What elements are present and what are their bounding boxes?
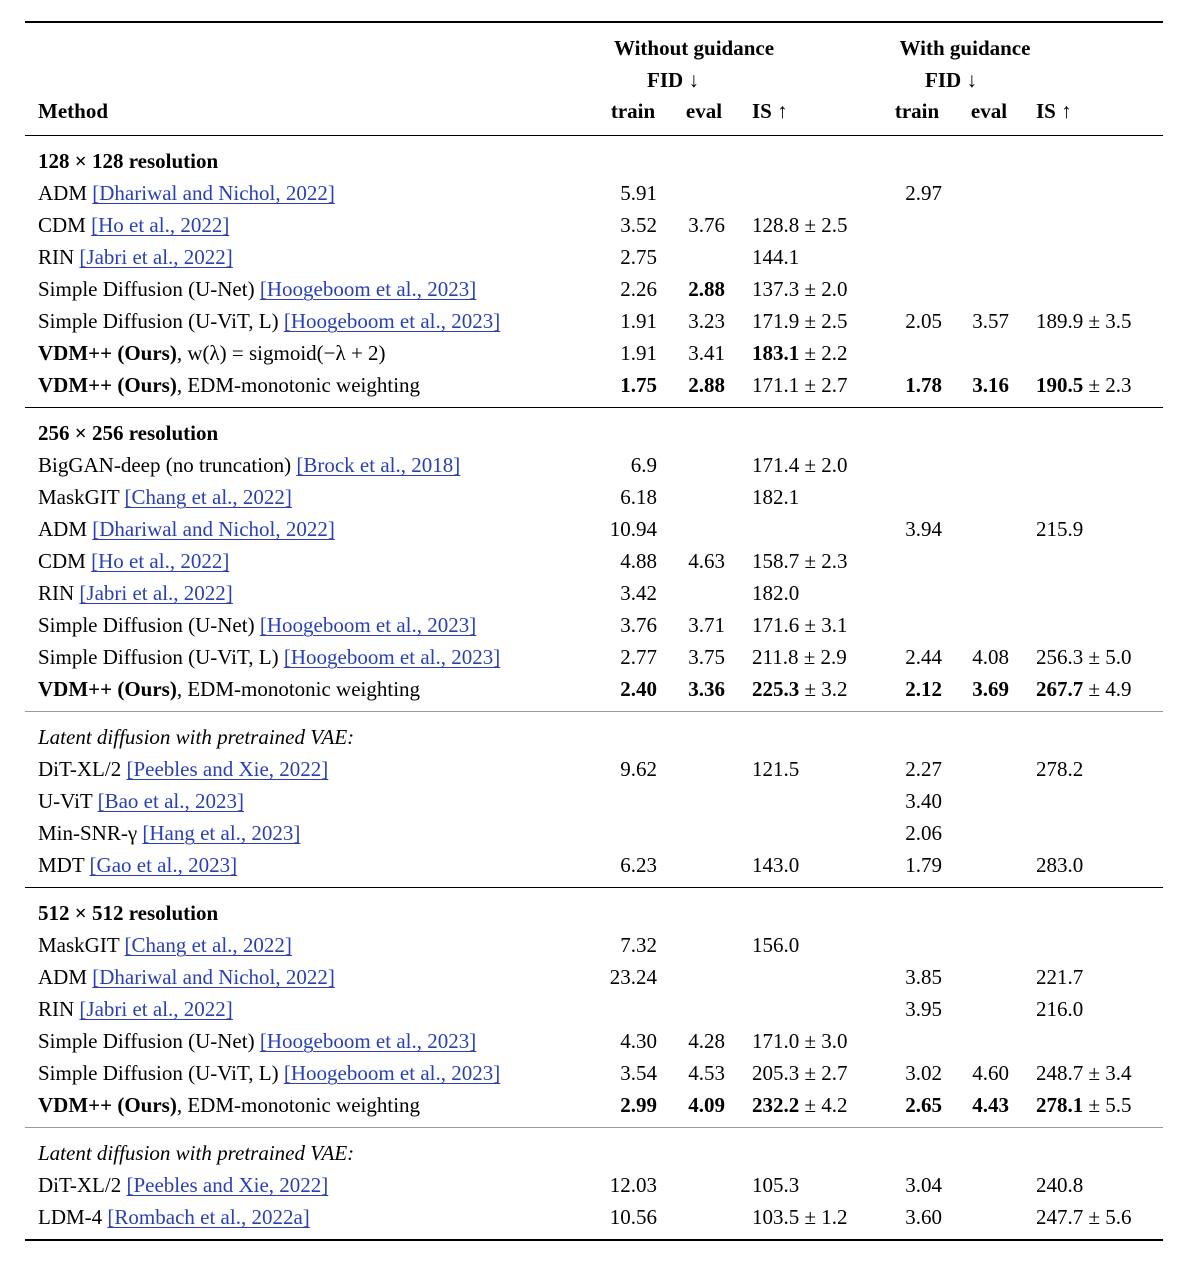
is-mean: 171.1 xyxy=(752,373,800,397)
citation-link[interactable]: [Jabri et al., 2022] xyxy=(79,997,233,1021)
method-name: DiT-XL/2 xyxy=(38,757,122,781)
is-label: IS xyxy=(1036,99,1056,123)
citation-link[interactable]: [Gao et al., 2023] xyxy=(89,853,238,877)
method-name: RIN xyxy=(38,581,75,605)
method-cell xyxy=(38,545,229,577)
method-cell xyxy=(38,513,335,545)
is-std: ± 3.2 xyxy=(804,677,848,701)
wo-eval-value: 3.41 xyxy=(688,341,725,365)
w-is-value xyxy=(1036,1089,1132,1121)
is-std: ± 2.0 xyxy=(804,453,848,477)
method-name: ADM xyxy=(38,517,88,541)
is-std: ± 3.1 xyxy=(804,613,848,637)
citation-link[interactable]: [Peebles and Xie, 2022] xyxy=(126,757,329,781)
is-std: ± 1.2 xyxy=(804,1205,848,1229)
table-row xyxy=(0,673,1194,705)
method-cell xyxy=(38,849,237,881)
method-bold-name: VDM++ (Ours) xyxy=(38,341,177,365)
wo-eval-value: 4.63 xyxy=(688,549,725,573)
wo-is-value xyxy=(752,209,848,241)
wo-eval-value: 4.09 xyxy=(688,1093,725,1117)
table-row xyxy=(0,961,1194,993)
w-is-value xyxy=(1036,753,1083,785)
section-rule xyxy=(25,407,1163,408)
table-row xyxy=(0,369,1194,401)
wo-is-value xyxy=(752,273,848,305)
table-row xyxy=(0,273,1194,305)
header-fid-with xyxy=(925,68,977,93)
fid-label: FID xyxy=(647,68,684,92)
table-row xyxy=(0,753,1194,785)
header-method: Method xyxy=(38,99,108,123)
w-train-value: 2.05 xyxy=(905,309,942,333)
wo-eval-value: 4.53 xyxy=(688,1061,725,1085)
method-name: Simple Diffusion (U-Net) xyxy=(38,1029,255,1053)
wo-is-value xyxy=(752,481,799,513)
header-train-with: train xyxy=(894,99,940,123)
method-cell xyxy=(38,209,229,241)
wo-is-value xyxy=(752,1057,848,1089)
method-cell xyxy=(38,177,335,209)
is-std: ± 2.2 xyxy=(804,341,848,365)
wo-train-value: 6.18 xyxy=(620,485,657,509)
wo-eval-value: 3.71 xyxy=(688,613,725,637)
is-mean: 247.7 xyxy=(1036,1205,1084,1229)
method-name: BigGAN-deep (no truncation) xyxy=(38,453,292,477)
wo-is-value xyxy=(752,849,799,881)
is-mean: 278.2 xyxy=(1036,757,1084,781)
w-is-value xyxy=(1036,849,1083,881)
wo-eval-value: 3.76 xyxy=(688,213,725,237)
method-bold-name: VDM++ (Ours) xyxy=(38,373,177,397)
wo-is-value xyxy=(752,577,799,609)
w-is-value xyxy=(1036,1057,1132,1089)
wo-is-value xyxy=(752,1089,848,1121)
table-row xyxy=(0,849,1194,881)
is-std: ± 5.6 xyxy=(1088,1205,1132,1229)
wo-eval-value: 3.23 xyxy=(688,309,725,333)
is-mean: 171.4 xyxy=(752,453,800,477)
method-name: Simple Diffusion (U-ViT, L) xyxy=(38,309,279,333)
section-title: 128 × 128 resolution xyxy=(38,149,219,173)
w-train-value: 3.95 xyxy=(905,997,942,1021)
is-mean: 156.0 xyxy=(752,933,800,957)
table-row xyxy=(0,209,1194,241)
header-train-without: train xyxy=(610,99,656,123)
citation-link[interactable]: [Ho et al., 2022] xyxy=(91,213,230,237)
wo-train-value: 3.76 xyxy=(620,613,657,637)
is-mean: 256.3 xyxy=(1036,645,1084,669)
is-mean: 216.0 xyxy=(1036,997,1084,1021)
fid-label: FID xyxy=(925,68,962,92)
w-is-value xyxy=(1036,961,1083,993)
citation-link[interactable]: [Jabri et al., 2022] xyxy=(79,245,233,269)
is-mean: 137.3 xyxy=(752,277,800,301)
method-cell xyxy=(38,753,328,785)
w-eval-value: 3.16 xyxy=(972,373,1009,397)
wo-train-value: 3.42 xyxy=(620,581,657,605)
method-cell xyxy=(38,961,335,993)
method-cell xyxy=(38,929,292,961)
citation-link[interactable]: [Brock et al., 2018] xyxy=(296,453,461,477)
is-std: ± 3.5 xyxy=(1088,309,1132,333)
method-name: , w(λ) = sigmoid(−λ + 2) xyxy=(176,341,386,365)
is-mean: 143.0 xyxy=(752,853,800,877)
subsection-heading xyxy=(0,721,1194,753)
method-name: RIN xyxy=(38,245,75,269)
section-rule xyxy=(25,887,1163,888)
section-title: 512 × 512 resolution xyxy=(38,901,219,925)
subsection-rule xyxy=(25,1127,1163,1128)
citation-link[interactable]: [Ho et al., 2022] xyxy=(91,549,230,573)
table-row xyxy=(0,1201,1194,1233)
subsection-rule xyxy=(25,711,1163,712)
citation-link[interactable]: [Hoogeboom et al., 2023] xyxy=(283,1061,501,1085)
table-row xyxy=(0,577,1194,609)
w-train-value: 1.78 xyxy=(905,373,942,397)
table-row xyxy=(0,1169,1194,1201)
table-row xyxy=(0,609,1194,641)
table-row xyxy=(0,337,1194,369)
section-title: 256 × 256 resolution xyxy=(38,421,219,445)
up-arrow-icon: ↑ xyxy=(777,99,788,123)
w-eval-value: 3.57 xyxy=(972,309,1009,333)
wo-train-value: 12.03 xyxy=(609,1173,657,1197)
w-train-value: 3.60 xyxy=(905,1205,942,1229)
citation-link[interactable]: [Chang et al., 2022] xyxy=(124,485,292,509)
citation-link[interactable]: [Hoogeboom et al., 2023] xyxy=(283,645,501,669)
is-mean: 121.5 xyxy=(752,757,800,781)
is-std: ± 2.0 xyxy=(804,277,848,301)
is-mean: 278.1 xyxy=(1036,1093,1084,1117)
wo-is-value xyxy=(752,305,848,337)
wo-train-value: 4.30 xyxy=(620,1029,657,1053)
method-name: DiT-XL/2 xyxy=(38,1173,122,1197)
wo-is-value xyxy=(752,1169,799,1201)
is-std: ± 5.0 xyxy=(1088,645,1132,669)
method-name: Simple Diffusion (U-ViT, L) xyxy=(38,1061,279,1085)
is-mean: 240.8 xyxy=(1036,1173,1084,1197)
method-name: Simple Diffusion (U-Net) xyxy=(38,613,255,637)
method-cell xyxy=(38,337,386,369)
citation-link[interactable]: [Hoogeboom et al., 2023] xyxy=(259,613,477,637)
w-is-value xyxy=(1036,513,1083,545)
table-row xyxy=(0,241,1194,273)
wo-train-value: 2.77 xyxy=(620,645,657,669)
wo-train-value: 1.91 xyxy=(620,309,657,333)
w-train-value: 1.79 xyxy=(905,853,942,877)
is-std: ± 4.2 xyxy=(804,1093,848,1117)
header-without-guidance: Without guidance xyxy=(613,36,775,60)
table-row xyxy=(0,177,1194,209)
w-train-value: 3.02 xyxy=(905,1061,942,1085)
down-arrow-icon: ↓ xyxy=(966,68,977,92)
citation-link[interactable]: [Hoogeboom et al., 2023] xyxy=(259,1029,477,1053)
method-cell xyxy=(38,1169,328,1201)
w-is-value xyxy=(1036,641,1132,673)
w-is-value xyxy=(1036,1201,1132,1233)
method-name: U-ViT xyxy=(38,789,93,813)
wo-is-value xyxy=(752,369,848,401)
table-row xyxy=(0,641,1194,673)
is-mean: 171.9 xyxy=(752,309,800,333)
table-row xyxy=(0,1057,1194,1089)
wo-is-value xyxy=(752,673,848,705)
method-name: , EDM-monotonic weighting xyxy=(176,677,421,701)
table-row xyxy=(0,993,1194,1025)
wo-train-value: 5.91 xyxy=(620,181,657,205)
citation-link[interactable]: [Dhariwal and Nichol, 2022] xyxy=(92,181,335,205)
wo-train-value: 2.40 xyxy=(620,677,657,701)
header-rule xyxy=(25,135,1163,136)
citation-link[interactable]: [Jabri et al., 2022] xyxy=(79,581,233,605)
subsection-title: Latent diffusion with pretrained VAE: xyxy=(38,1141,355,1165)
is-mean: 232.2 xyxy=(752,1093,800,1117)
is-mean: 158.7 xyxy=(752,549,800,573)
is-mean: 189.9 xyxy=(1036,309,1084,333)
w-train-value: 2.12 xyxy=(905,677,942,701)
method-name: CDM xyxy=(38,213,86,237)
subsection-heading xyxy=(0,1137,1194,1169)
citation-link[interactable]: [Dhariwal and Nichol, 2022] xyxy=(92,965,335,989)
is-mean: 267.7 xyxy=(1036,677,1084,701)
is-mean: 182.1 xyxy=(752,485,800,509)
method-cell xyxy=(38,273,476,305)
down-arrow-icon: ↓ xyxy=(688,68,699,92)
is-std: ± 2.7 xyxy=(804,1061,848,1085)
table-row xyxy=(0,513,1194,545)
is-std: ± 4.9 xyxy=(1088,677,1132,701)
wo-is-value xyxy=(752,1025,848,1057)
wo-eval-value: 3.36 xyxy=(688,677,725,701)
w-train-value: 3.40 xyxy=(905,789,942,813)
table-row xyxy=(0,785,1194,817)
wo-train-value: 7.32 xyxy=(620,933,657,957)
method-cell xyxy=(38,241,233,273)
w-is-value xyxy=(1036,673,1132,705)
method-cell xyxy=(38,673,420,705)
w-train-value: 3.04 xyxy=(905,1173,942,1197)
table-row xyxy=(0,929,1194,961)
method-name: RIN xyxy=(38,997,75,1021)
top-rule xyxy=(25,21,1163,23)
method-name: LDM-4 xyxy=(38,1205,103,1229)
is-std: ± 2.7 xyxy=(804,373,848,397)
is-mean: 182.0 xyxy=(752,581,800,605)
header-fid-without xyxy=(647,68,699,93)
wo-is-value xyxy=(752,641,847,673)
wo-train-value: 1.75 xyxy=(620,373,657,397)
method-cell xyxy=(38,1089,420,1121)
wo-train-value: 9.62 xyxy=(620,757,657,781)
wo-train-value: 10.94 xyxy=(609,517,657,541)
wo-train-value: 2.75 xyxy=(620,245,657,269)
citation-link[interactable]: [Chang et al., 2022] xyxy=(124,933,292,957)
method-name: , EDM-monotonic weighting xyxy=(176,373,421,397)
method-cell xyxy=(38,449,460,481)
is-std: ± 2.9 xyxy=(803,645,847,669)
method-name: MaskGIT xyxy=(38,933,120,957)
wo-is-value xyxy=(752,241,799,273)
method-cell xyxy=(38,785,244,817)
wo-is-value xyxy=(752,753,799,785)
w-train-value: 2.27 xyxy=(905,757,942,781)
is-std: ± 3.0 xyxy=(804,1029,848,1053)
w-train-value: 2.65 xyxy=(905,1093,942,1117)
is-mean: 248.7 xyxy=(1036,1061,1084,1085)
method-cell xyxy=(38,1201,310,1233)
w-eval-value: 4.60 xyxy=(972,1061,1009,1085)
method-cell xyxy=(38,609,476,641)
wo-eval-value: 2.88 xyxy=(688,373,725,397)
is-mean: 144.1 xyxy=(752,245,800,269)
method-cell xyxy=(38,577,233,609)
section-heading xyxy=(0,897,1194,929)
citation-link[interactable]: [Hoogeboom et al., 2023] xyxy=(283,309,501,333)
w-train-value: 3.94 xyxy=(905,517,942,541)
header-with-guidance: With guidance xyxy=(899,36,1031,60)
method-cell xyxy=(38,1057,500,1089)
wo-is-value xyxy=(752,609,848,641)
is-std: ± 2.5 xyxy=(804,213,848,237)
table-row xyxy=(0,1089,1194,1121)
method-name: ADM xyxy=(38,181,88,205)
wo-train-value: 4.88 xyxy=(620,549,657,573)
is-mean: 215.9 xyxy=(1036,517,1084,541)
header-is-with xyxy=(1036,99,1072,124)
citation-link[interactable]: [Dhariwal and Nichol, 2022] xyxy=(92,517,335,541)
wo-eval-value: 4.28 xyxy=(688,1029,725,1053)
wo-train-value: 3.54 xyxy=(620,1061,657,1085)
w-train-value: 3.85 xyxy=(905,965,942,989)
method-bold-name: VDM++ (Ours) xyxy=(38,677,177,701)
method-name: , EDM-monotonic weighting xyxy=(176,1093,421,1117)
wo-train-value: 2.26 xyxy=(620,277,657,301)
w-is-value xyxy=(1036,1169,1083,1201)
wo-eval-value: 2.88 xyxy=(688,277,725,301)
table-row xyxy=(0,1025,1194,1057)
is-mean: 103.5 xyxy=(752,1205,800,1229)
method-cell xyxy=(38,817,300,849)
citation-link[interactable]: [Rombach et al., 2022a] xyxy=(107,1205,310,1229)
is-std: ± 2.3 xyxy=(1088,373,1132,397)
method-name: MDT xyxy=(38,853,85,877)
wo-train-value: 10.56 xyxy=(609,1205,657,1229)
method-name: CDM xyxy=(38,549,86,573)
w-train-value: 2.97 xyxy=(905,181,942,205)
bottom-rule xyxy=(25,1239,1163,1241)
subsection-title: Latent diffusion with pretrained VAE: xyxy=(38,725,355,749)
w-train-value: 2.06 xyxy=(905,821,942,845)
is-mean: 105.3 xyxy=(752,1173,800,1197)
is-mean: 190.5 xyxy=(1036,373,1084,397)
wo-is-value xyxy=(752,545,848,577)
wo-train-value: 23.24 xyxy=(609,965,657,989)
method-cell xyxy=(38,305,500,337)
method-name: ADM xyxy=(38,965,88,989)
is-label: IS xyxy=(752,99,772,123)
wo-is-value xyxy=(752,929,799,961)
w-is-value xyxy=(1036,369,1132,401)
is-mean: 221.7 xyxy=(1036,965,1084,989)
is-std: ± 3.4 xyxy=(1088,1061,1132,1085)
wo-is-value xyxy=(752,1201,848,1233)
is-mean: 128.8 xyxy=(752,213,800,237)
citation-link[interactable]: [Hang et al., 2023] xyxy=(142,821,301,845)
table-row xyxy=(0,481,1194,513)
section-heading xyxy=(0,145,1194,177)
wo-is-value xyxy=(752,337,848,369)
method-name: Min-SNR-γ xyxy=(38,821,138,845)
method-cell xyxy=(38,481,292,513)
header-eval-with: eval xyxy=(970,99,1008,123)
is-mean: 225.3 xyxy=(752,677,800,701)
w-eval-value: 4.08 xyxy=(972,645,1009,669)
is-mean: 205.3 xyxy=(752,1061,800,1085)
is-std: ± 2.3 xyxy=(804,549,848,573)
wo-is-value xyxy=(752,449,848,481)
method-cell xyxy=(38,641,500,673)
method-bold-name: VDM++ (Ours) xyxy=(38,1093,177,1117)
wo-eval-value: 3.75 xyxy=(688,645,725,669)
is-mean: 283.0 xyxy=(1036,853,1084,877)
method-cell xyxy=(38,369,420,401)
method-name: Simple Diffusion (U-ViT, L) xyxy=(38,645,279,669)
method-name: Simple Diffusion (U-Net) xyxy=(38,277,255,301)
is-std: ± 2.5 xyxy=(804,309,848,333)
method-name: MaskGIT xyxy=(38,485,120,509)
wo-train-value: 1.91 xyxy=(620,341,657,365)
wo-train-value: 6.23 xyxy=(620,853,657,877)
w-eval-value: 4.43 xyxy=(972,1093,1009,1117)
is-std: ± 5.5 xyxy=(1088,1093,1132,1117)
citation-link[interactable]: [Bao et al., 2023] xyxy=(97,789,244,813)
table-row xyxy=(0,817,1194,849)
method-cell xyxy=(38,993,233,1025)
is-mean: 171.0 xyxy=(752,1029,800,1053)
citation-link[interactable]: [Peebles and Xie, 2022] xyxy=(126,1173,329,1197)
wo-train-value: 2.99 xyxy=(620,1093,657,1117)
is-mean: 171.6 xyxy=(752,613,800,637)
citation-link[interactable]: [Hoogeboom et al., 2023] xyxy=(259,277,477,301)
header-is-without xyxy=(752,99,788,124)
w-is-value xyxy=(1036,993,1083,1025)
table-row xyxy=(0,305,1194,337)
table-row xyxy=(0,449,1194,481)
section-heading xyxy=(0,417,1194,449)
header-eval-without: eval xyxy=(685,99,723,123)
method-cell xyxy=(38,1025,476,1057)
is-mean: 183.1 xyxy=(752,341,800,365)
up-arrow-icon: ↑ xyxy=(1061,99,1072,123)
w-eval-value: 3.69 xyxy=(972,677,1009,701)
table-row xyxy=(0,545,1194,577)
w-train-value: 2.44 xyxy=(905,645,942,669)
wo-train-value: 6.9 xyxy=(630,453,657,477)
w-is-value xyxy=(1036,305,1132,337)
is-mean: 211.8 xyxy=(752,645,799,669)
wo-train-value: 3.52 xyxy=(620,213,657,237)
